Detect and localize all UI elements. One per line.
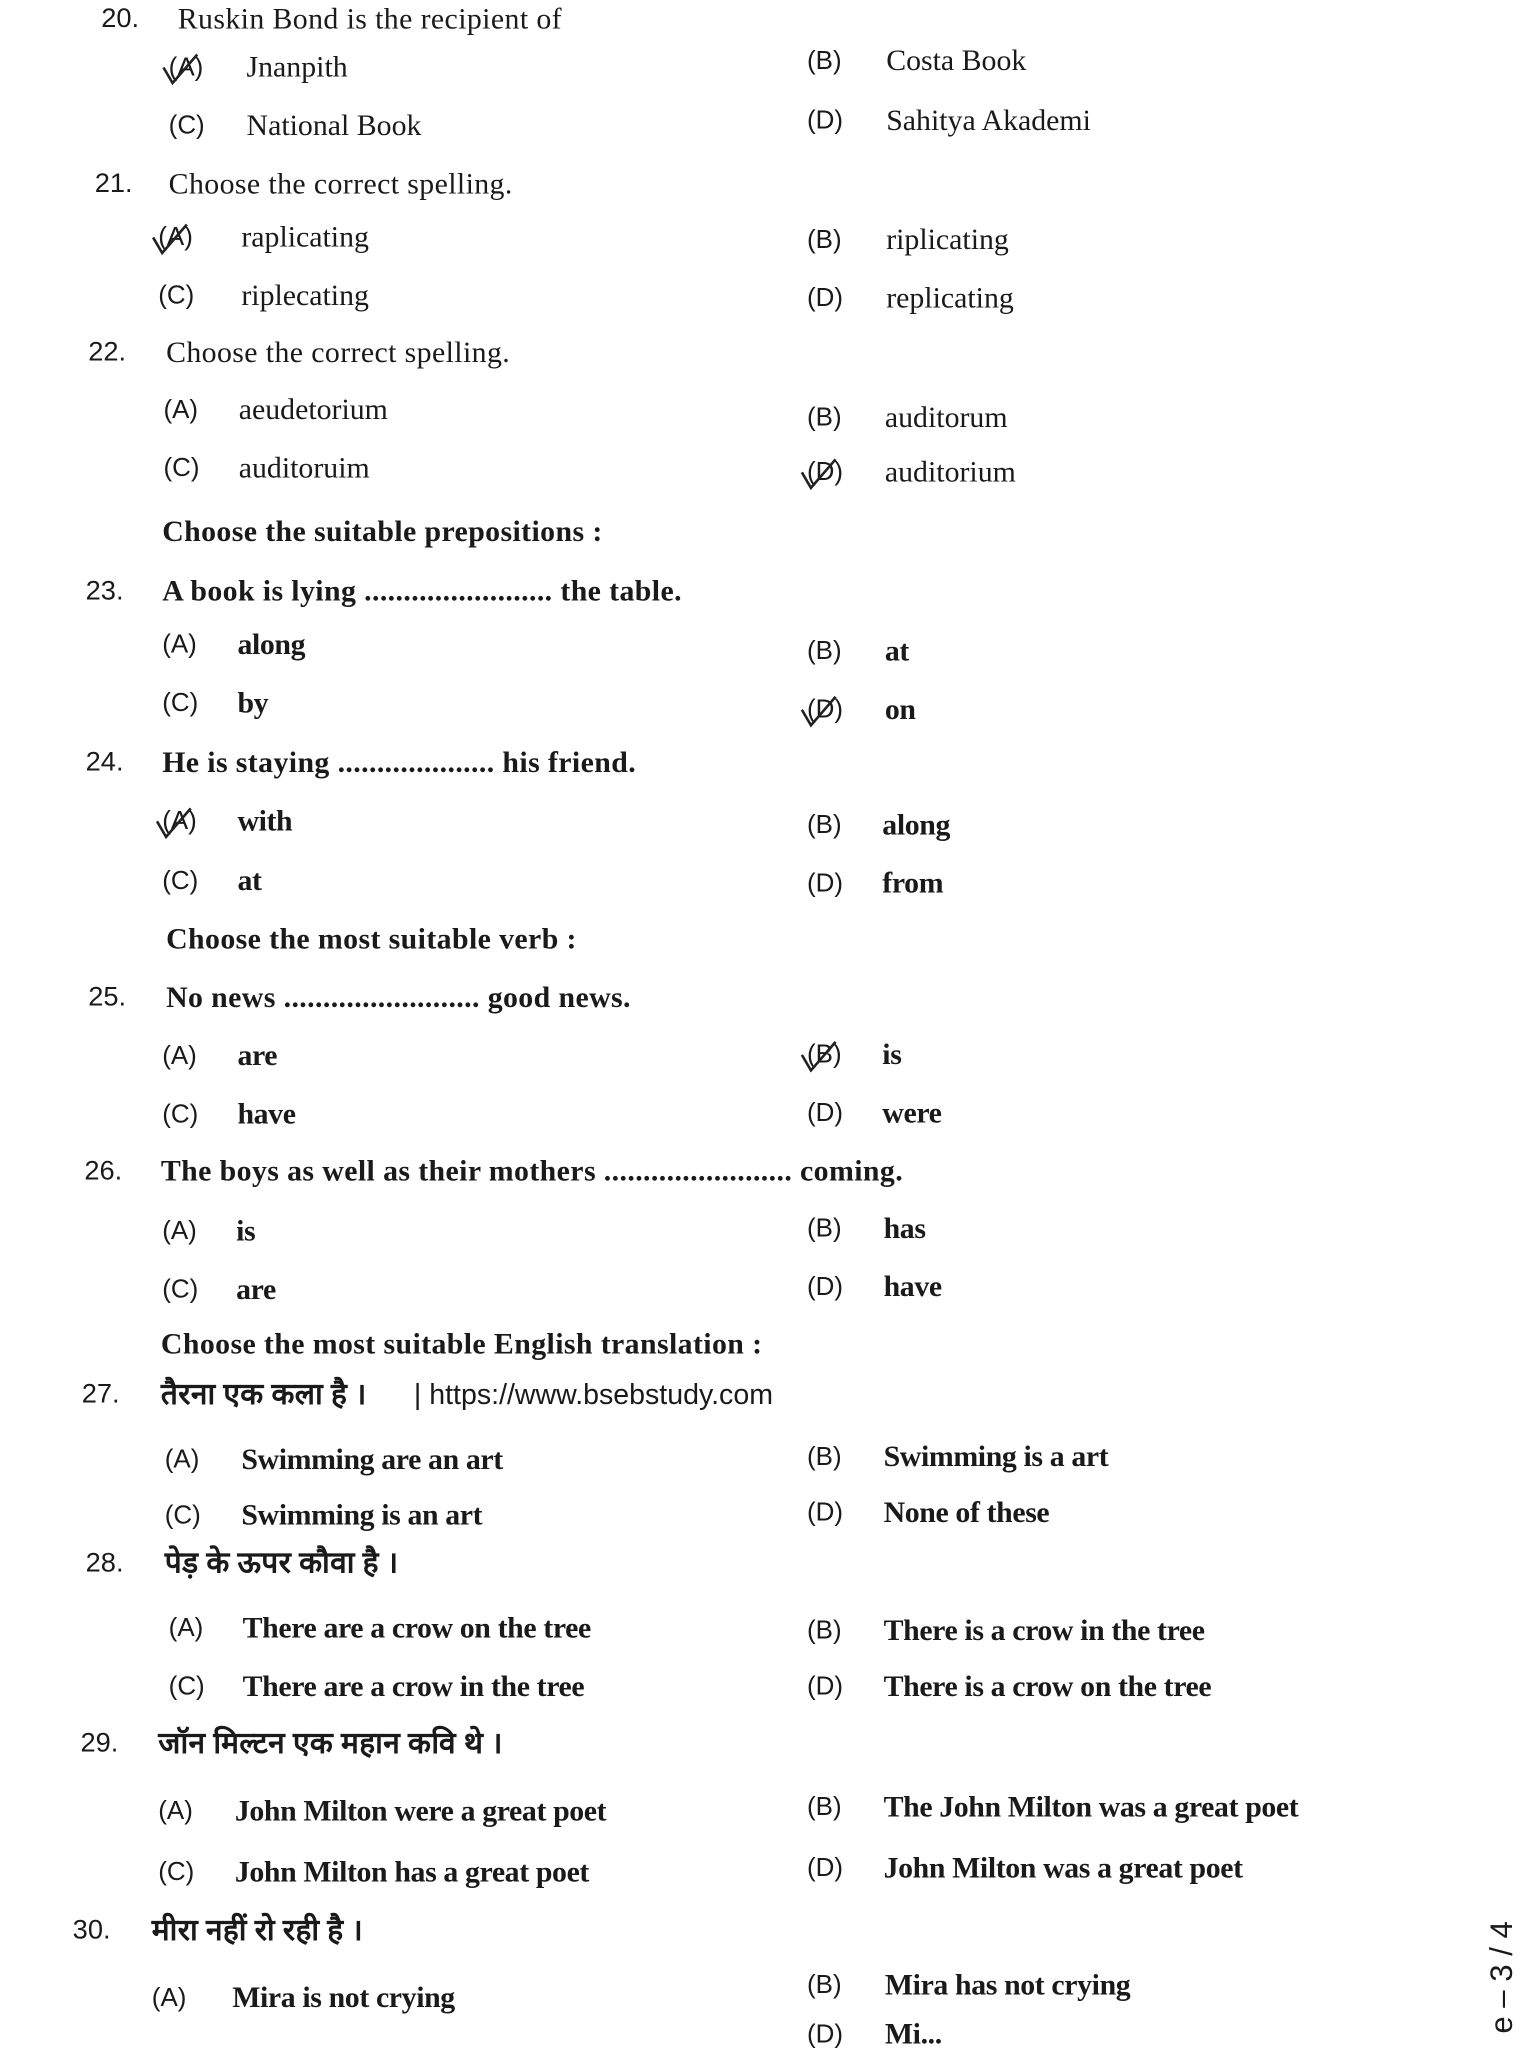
option-c: at [237,864,262,897]
option-a: with [237,804,293,837]
question-number: 20. [101,3,140,34]
question-text: पेड़ के ऊपर कौवा है । [164,1546,399,1580]
option-label-b: (B) [807,637,842,666]
option-label-a: (A) [162,807,197,836]
option-label-b: (B) [807,1214,842,1244]
option-label-c: (C) [163,454,200,483]
question-text: Choose the correct spelling. [166,336,511,369]
option-d: John Milton was a great poet [883,1851,1243,1884]
option-label-c: (C) [164,1501,201,1530]
option-a: raplicating [241,220,369,254]
option-a: Mira is not crying [232,1981,455,2014]
question-text: जॉन मिल्टन एक महान कवि थे । [158,1726,503,1760]
option-label-b: (B) [807,1970,842,2000]
option-label-c: (C) [162,866,199,896]
option-c: National Book [246,108,422,142]
option-label-b: (B) [807,1040,842,1070]
option-d: on [884,692,916,726]
option-label-b: (B) [807,225,842,255]
question-number: 27. [81,1379,120,1410]
option-label-c: (C) [168,111,205,141]
option-label-a: (A) [151,1983,187,2013]
option-label-b: (B) [807,1442,842,1472]
option-a: are [237,1039,278,1072]
option-b: There is a crow in the tree [883,1614,1205,1647]
question-number: 23. [85,576,124,606]
option-c: auditoruim [238,451,370,484]
option-label-d: (D) [807,106,844,135]
section-instruction: Choose the most suitable English translation : [160,1327,763,1360]
option-d: replicating [886,281,1014,314]
question-number: 25. [88,982,127,1013]
option-label-b: (B) [807,1793,842,1822]
answer-tick-icon [158,49,202,88]
question-number: 22. [88,337,127,368]
option-a: along [237,627,306,661]
option-b: at [884,634,909,667]
question-text: He is staying .................... his friend. [162,746,637,779]
option-label-a: (A) [158,223,193,252]
option-label-c: (C) [162,688,199,718]
option-d: There is a crow on the tree [883,1669,1212,1703]
option-label-a: (A) [162,1217,197,1246]
option-label-a: (A) [164,1445,200,1474]
answer-tick-icon [797,692,844,731]
option-a: aeudetorium [238,393,388,426]
option-label-b: (B) [807,403,842,433]
question-text: Choose the correct spelling. [168,167,513,200]
question-number: 24. [85,747,124,778]
answer-tick-icon [797,1037,841,1076]
option-b: Mira has not crying [884,1968,1131,2001]
option-c: are [236,1272,276,1306]
option-label-a: (A) [163,395,199,425]
option-label-c: (C) [158,1858,195,1887]
answer-tick-icon [152,803,196,842]
option-label-d: (D) [807,284,844,313]
option-d: from [882,866,944,900]
question-number: 21. [94,168,133,199]
option-label-d: (D) [807,1854,844,1883]
option-label-d: (D) [807,1098,844,1128]
question-number: 26. [84,1156,123,1186]
option-b: along [882,808,951,841]
option-label-a: (A) [168,1614,204,1643]
option-d: Mi... [884,2017,942,2051]
answer-tick-icon [797,454,844,493]
section-instruction: Choose the suitable prepositions : [162,515,603,548]
answer-tick-icon [148,219,192,258]
option-label-d: (D) [807,458,844,487]
option-b: is [882,1038,902,1071]
question-number: 29. [80,1728,119,1759]
question-text: No news ......................... good news. [166,980,631,1014]
option-b: auditorum [884,400,1008,434]
question-text: मीरा नहीं रो रही है । [151,1913,364,1947]
option-c: by [237,686,269,719]
option-label-a: (A) [158,1797,193,1826]
option-label-d: (D) [807,1672,844,1702]
option-b: Swimming is a art [883,1440,1109,1473]
option-c: have [237,1097,296,1131]
option-d: auditorium [884,455,1016,488]
question-number: 30. [72,1915,111,1945]
option-label-b: (B) [807,810,842,840]
option-a: John Milton were a great poet [234,1794,607,1827]
section-instruction: Choose the most suitable verb : [166,922,577,955]
option-a: Jnanpith [246,50,348,84]
option-label-b: (B) [807,1616,842,1646]
option-label-a: (A) [168,53,204,82]
option-label-a: (A) [162,630,197,660]
option-c: riplecating [241,278,369,312]
option-label-c: (C) [168,1672,205,1702]
option-label-d: (D) [807,695,844,725]
question-text: तैरना एक कला है । [160,1377,367,1411]
option-label-d: (D) [807,1498,844,1528]
source-url: | https://www.bsebstudy.com [413,1377,774,1411]
page-number: e – 3 / 4 [1484,1921,1520,2034]
option-d: Sahitya Akademi [886,103,1091,137]
option-d: were [882,1096,942,1129]
option-c: Swimming is an art [241,1498,483,1532]
option-b: The John Milton was a great poet [883,1790,1299,1823]
option-label-a: (A) [162,1041,197,1071]
option-b: riplicating [886,223,1009,256]
question-text: The boys as well as their mothers ........................ coming. [160,1154,904,1188]
question-number: 28. [85,1547,124,1578]
option-label-b: (B) [807,46,842,76]
option-label-c: (C) [162,1100,199,1129]
option-a: There are a crow on the tree [242,1611,591,1644]
option-d: None of these [883,1496,1050,1529]
option-c: John Milton has a great poet [234,1855,589,1888]
option-b: has [883,1211,926,1245]
question-text: A book is lying ........................ the table. [162,574,682,608]
question-text: Ruskin Bond is the recipient of [177,2,562,36]
option-label-d: (D) [807,1272,844,1302]
option-b: Costa Book [886,44,1027,77]
option-a: is [236,1214,256,1247]
option-a: Swimming are an art [241,1442,503,1476]
option-d: have [883,1270,942,1303]
option-label-d: (D) [807,2020,844,2049]
option-label-c: (C) [158,281,195,311]
option-label-d: (D) [807,869,844,898]
option-c: There are a crow in the tree [242,1669,585,1703]
option-label-c: (C) [162,1275,199,1304]
